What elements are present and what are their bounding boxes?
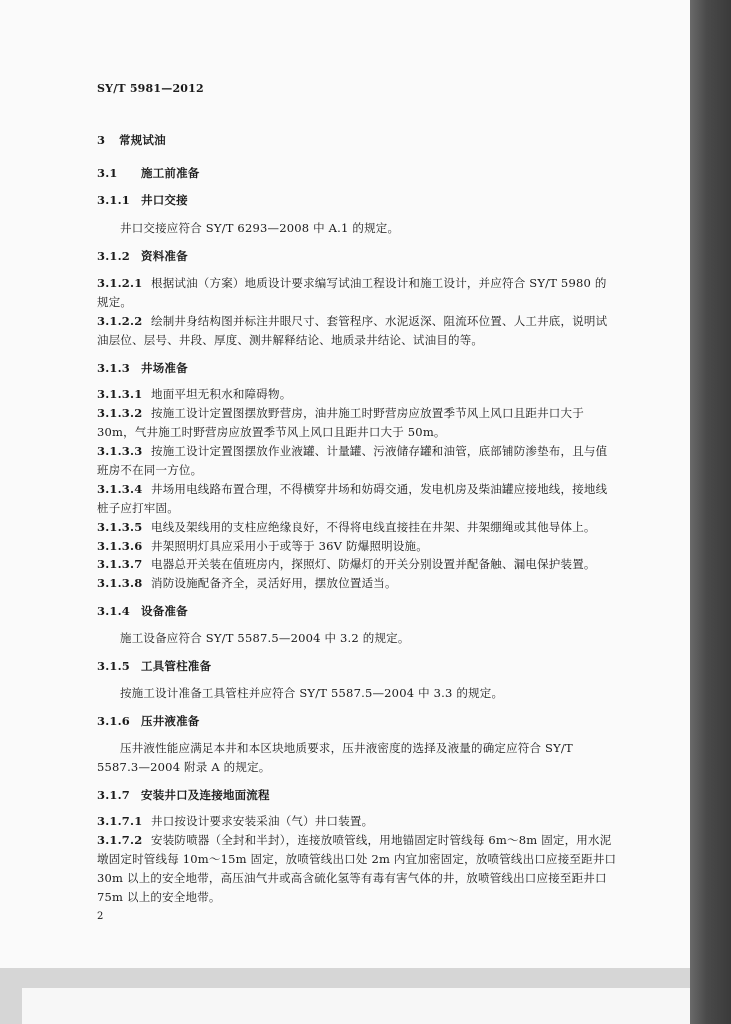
clause-text: 地面平坦无积水和障碍物。 [151, 387, 292, 401]
section-3-1-heading [97, 166, 200, 180]
clause-number: 3.1.2.1 [97, 276, 143, 290]
section-3-1-6-continuation: 5587.3—2004 附录 A 的规定。 [97, 760, 271, 774]
clause-continuation: 墩固定时管线每 10m～15m 固定，放喷管线出口处 2m 内宜加密固定，放喷管线出口应接至距井口 [97, 852, 617, 866]
clause-3-1-3-5 [97, 520, 596, 534]
section-3-1-5-heading [97, 659, 211, 673]
viewer-background-right [690, 0, 731, 1024]
page-number: 2 [97, 911, 104, 922]
section-3-1-4-text: 施工设备应符合 SY/T 5587.5—2004 中 3.2 的规定。 [120, 631, 410, 645]
clause-number: 3.1.3.6 [97, 539, 143, 553]
section-number: 3.1.6 [97, 714, 131, 728]
chapter-heading [97, 133, 166, 147]
clause-text: 井场用电线路布置合理，不得横穿井场和妨碍交通，发电机房及柴油罐应接地线，接地线 [151, 482, 608, 496]
section-3-1-3-heading [97, 361, 188, 375]
section-title: 压井液准备 [141, 714, 200, 728]
clause-continuation: 规定。 [97, 295, 133, 309]
section-number: 3.1.4 [97, 604, 131, 618]
clause-3-1-3-1 [97, 387, 291, 401]
clause-continuation: 30m，气井施工时野营房应放置季节风上风口且距井口大于 50m。 [97, 425, 446, 439]
section-title: 安装井口及连接地面流程 [141, 788, 270, 802]
clause-3-1-7-2 [97, 833, 611, 847]
clause-continuation: 75m 以上的安全地带。 [97, 890, 221, 904]
section-number: 3.1.1 [97, 193, 131, 207]
section-3-1-1-heading [97, 193, 188, 207]
clause-text: 井口按设计要求安装采油（气）井口装置。 [151, 814, 374, 828]
clause-3-1-3-4 [97, 482, 607, 496]
clause-text: 消防设施配备齐全，灵活好用，摆放位置适当。 [151, 576, 397, 590]
section-title: 井场准备 [141, 361, 188, 375]
clause-continuation: 油层位、层号、井段、厚度、测井解释结论、地质录井结论、试油目的等。 [97, 333, 484, 347]
section-number: 3.1.7 [97, 788, 131, 802]
clause-text: 根据试油（方案）地质设计要求编写试油工程设计和施工设计，并应符合 SY/T 5980 的 [151, 276, 607, 290]
clause-3-1-7-1 [97, 814, 373, 828]
clause-number: 3.1.3.2 [97, 406, 143, 420]
section-title: 施工前准备 [141, 166, 200, 180]
clause-text: 井架照明灯具应采用小于或等于 36V 防爆照明设施。 [151, 539, 428, 553]
clause-continuation: 桩子应打牢固。 [97, 501, 179, 515]
clause-text: 安装防喷器（全封和半封），连接放喷管线，用地锚固定时管线每 6m～8m 固定，用水泥 [151, 833, 612, 847]
section-number: 3.1 [97, 166, 118, 180]
clause-number: 3.1.3.8 [97, 576, 143, 590]
section-3-1-7-heading [97, 788, 270, 802]
section-3-1-1-text: 井口交接应符合 SY/T 6293—2008 中 A.1 的规定。 [120, 221, 400, 235]
clause-3-1-2-2 [97, 314, 607, 328]
section-title: 设备准备 [141, 604, 188, 618]
clause-continuation: 班房不在同一方位。 [97, 463, 203, 477]
clause-3-1-2-1 [97, 276, 607, 290]
clause-number: 3.1.3.4 [97, 482, 143, 496]
chapter-title: 常规试油 [119, 133, 166, 147]
section-number: 3.1.3 [97, 361, 131, 375]
clause-3-1-3-2 [97, 406, 584, 420]
clause-number: 3.1.3.1 [97, 387, 143, 401]
next-page-edge [22, 988, 690, 1024]
clause-text: 绘制井身结构图并标注井眼尺寸、套管程序、水泥返深、阻流环位置、人工井底，说明试 [151, 314, 608, 328]
clause-text: 电线及架线用的支柱应绝缘良好，不得将电线直接挂在井架、井架绷绳或其他导体上。 [151, 520, 596, 534]
section-title: 工具管柱准备 [141, 659, 212, 673]
section-3-1-4-heading [97, 604, 188, 618]
section-title: 资料准备 [141, 249, 188, 263]
section-3-1-2-heading [97, 249, 188, 263]
section-3-1-6-text: 压井液性能应满足本井和本区块地质要求，压井液密度的选择及液量的确定应符合 SY/T [120, 741, 573, 755]
section-3-1-5-text: 按施工设计准备工具管柱并应符合 SY/T 5587.5—2004 中 3.3 的规定。 [120, 686, 504, 700]
standard-code-header: SY/T 5981—2012 [97, 82, 204, 95]
clause-3-1-3-3 [97, 444, 607, 458]
clause-3-1-3-6 [97, 539, 428, 553]
clause-number: 3.1.3.5 [97, 520, 143, 534]
clause-3-1-3-8 [97, 576, 397, 590]
clause-text: 电器总开关装在值班房内，探照灯、防爆灯的开关分别设置并配备触、漏电保护装置。 [151, 557, 596, 571]
clause-continuation: 30m 以上的安全地带，高压油气井或高含硫化氢等有毒有害气体的井，放喷管线出口应接至距井口 [97, 871, 607, 885]
clause-number: 3.1.3.3 [97, 444, 143, 458]
clause-number: 3.1.7.1 [97, 814, 143, 828]
clause-text: 按施工设计定置图摆放野营房，油井施工时野营房应放置季节风上风口且距井口大于 [151, 406, 584, 420]
clause-number: 3.1.7.2 [97, 833, 143, 847]
clause-number: 3.1.2.2 [97, 314, 143, 328]
section-3-1-6-heading [97, 714, 200, 728]
section-number: 3.1.2 [97, 249, 131, 263]
chapter-number: 3 [97, 133, 106, 147]
section-title: 井口交接 [141, 193, 188, 207]
clause-text: 按施工设计定置图摆放作业液罐、计量罐、污液储存罐和油管，底部铺防渗垫布，且与值 [151, 444, 608, 458]
section-number: 3.1.5 [97, 659, 131, 673]
clause-3-1-3-7 [97, 557, 596, 571]
clause-number: 3.1.3.7 [97, 557, 143, 571]
